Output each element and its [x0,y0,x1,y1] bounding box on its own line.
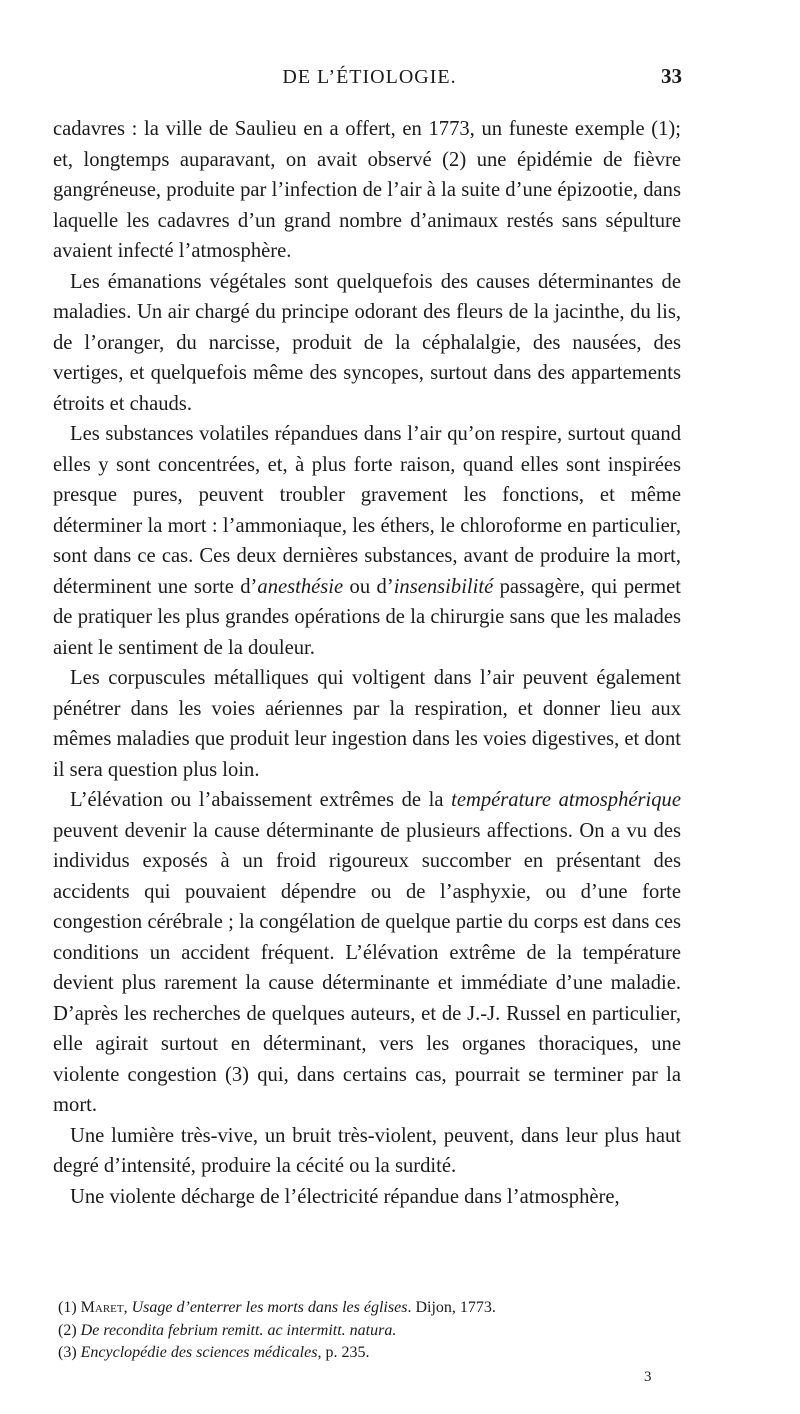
body-text [53,114,681,1212]
running-head: DE L’ÉTIOLOGIE. [282,66,457,88]
text-run: Une lumière très-vive, un bruit très-violent, peuvent, dans leur plus haut degré d’intensité, produire la cécité ou la surdité. [53,1124,681,1177]
italic-run: anesthésie [257,575,344,598]
signature-mark: 3 [644,1369,652,1385]
page-number: 33 [661,64,682,88]
author-name: Maret [80,1299,124,1316]
italic-run: Encyclopédie des sciences médicales [80,1344,318,1361]
italic-run: Usage d’enterrer les morts dans les églises [131,1299,408,1316]
text-run: , p. 235. [317,1344,370,1361]
text-run: (2) [58,1321,81,1339]
paragraph [53,785,681,1121]
text-run: (3) [58,1344,81,1361]
paragraph-continued [53,1182,681,1213]
text-run: ou d’ [343,575,394,598]
text-run: , [123,1299,132,1316]
text-run: . Dijon, 1773. [407,1299,496,1316]
paragraph [53,114,681,267]
italic-run: température atmosphérique [451,789,681,811]
paragraph [53,267,681,420]
text-run: Une violente décharge de l’électricité répandue dans l’atmosphère, [70,1185,620,1208]
italic-run: insensibilité [393,575,494,598]
text-run: Les substances volatiles répandues dans l’air qu’on respire, surtout quand elles y sont concentrées, et, à plus forte raison, quand elles sont inspirées presque pures, peuvent troubler gravement les fonctions, et même déterminer la mort : l’ammoniaque, les éthers, le chloroforme en particulier, sont dans ce cas. Ces deux dernières substances, avant de produire la mort, déterminent une sorte d’ [53,423,681,598]
footnotes [58,1297,680,1365]
italic-run: De recondita febrium remitt. ac intermitt. natura. [80,1321,397,1339]
footnote [58,1320,680,1343]
text-run: L’élévation ou l’abaissement extrêmes de la [70,789,452,811]
text-run: passagère, qui permet de pratiquer les plus grandes opérations de la chirurgie sans que les malades aient le sentiment de la douleur. [53,575,682,659]
text-run: cadavres : la ville de Saulieu en a offert, en 1773, un funeste exemple (1); et, longtemps auparavant, on avait observé (2) une épidémie de fièvre gangréneuse, produite par l’infection de l’air à la suite d’une épizootie, dans laquelle les cadavres d’un grand nombre d’animaux restés sans sépulture avaient infecté l’atmosphère. [53,118,681,262]
text-run: Les émanations végétales sont quelquefois des causes déterminantes de maladies. Un air chargé du principe odorant des fleurs de la jacinthe, du lis, de l’oranger, du narcisse, produit de la céphalalgie, des nausées, des vertiges, et quelquefois même des syncopes, surtout dans des appartements étroits et chauds. [53,270,681,415]
footnote [58,1342,680,1365]
paragraph [53,1121,681,1182]
paragraph [53,419,681,663]
page-header [57,66,682,100]
text-run: Les corpuscules métalliques qui voltigent dans l’air peuvent également pénétrer dans les voies aériennes par la respiration, et donner lieu aux mêmes maladies que produit leur ingestion dans les voies digestives, et dont il sera question plus loin. [53,667,681,781]
text-run: (1) [58,1299,81,1316]
paragraph [53,663,681,785]
footnote [58,1297,680,1320]
text-run: peuvent devenir la cause déterminante de plusieurs affections. On a vu des individus exposés à un froid rigoureux succomber en présentant des accidents qui pouvaient dépendre ou de l’asphyxie, ou d’une forte congestion cérébrale ; la congélation de quelque partie du corps est dans ces conditions un accident fréquent. L’élévation extrême de la température devient plus rarement la cause déterminante et immédiate d’une maladie. D’après les recherches de quelques auteurs, et de J.-J. Russel en particulier, elle agirait surtout en déterminant, vers les organes thoraciques, une violente congestion (3) qui, dans certains cas, pourrait se terminer par la mort. [53,819,681,1116]
